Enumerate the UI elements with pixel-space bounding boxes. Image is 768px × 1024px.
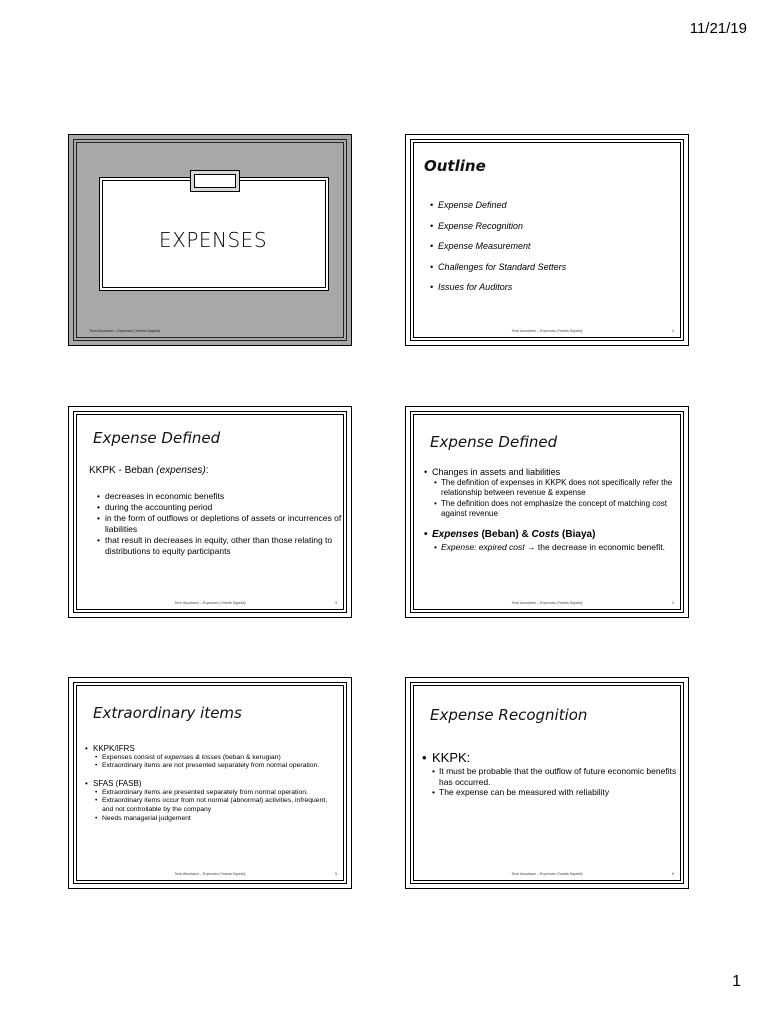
slide-number: 2 [672,329,674,333]
page-number: 1 [732,973,741,990]
slide-2-outline [405,134,689,346]
slide-title: Expense Defined [430,433,558,451]
list-item: • Extraordinary items are presented separately from normal operation. [85,789,340,798]
lead-text: KKPK - Beban (expenses): [89,465,209,476]
slide-4-expense-defined [405,406,689,618]
slide-title: EXPENSES [158,228,268,252]
slide-footer: Teori Akuntansi – Expenses (Yosefa Sayekti) [511,601,583,605]
slide-number: 3 [335,601,337,605]
slide-5-extraordinary-items [68,677,352,889]
slide-footer: Teori Akuntansi – Expenses (Yosefa Sayekti) [174,601,246,605]
list-item: • Expense Recognition [430,216,566,237]
list-item: • that result in decreases in equity, other than those relating to distributions to equity participants [97,535,342,557]
header-date: 11/21/19 [689,20,747,37]
list-item: • Extraordinary items occur from not normal (abnormal) activities, infrequent, and not controllable by the company [85,797,340,815]
slide-1-title [68,134,352,346]
list-item: • Extraordinary items are not presented separately from normal operation. [85,762,340,771]
lead-kkpk: • KKPK: [422,750,677,765]
slide-number: 4 [672,601,674,605]
list-item: • in the form of outflows or depletions of assets or incurrences of liabilities [97,513,342,535]
bullet-expenses-costs: • Expenses (Beban) & Costs (Biaya) [424,530,674,541]
list-item: • The definition does not emphasize the concept of matching cost against revenue [424,499,674,520]
slide-title: Outline [424,157,486,175]
slide-body [424,467,674,553]
slide-title: Expense Recognition [430,706,588,724]
list-item: • The expense can be measured with reliability [422,787,677,798]
slide-title: Expense Defined [93,429,221,447]
heading-kkpk-ifrs: • KKPK/IFRS [85,744,340,754]
slide-number: 5 [335,872,337,876]
slide-footer: Teori Akuntansi – Expenses (Yosefa Sayekti) [89,329,161,333]
list-item: • Expense Measurement [430,236,566,257]
slide-number: 6 [672,872,674,876]
slide-title: Extraordinary items [93,704,242,722]
list-item: • Expense Defined [430,195,566,216]
slide-footer: Teori Akuntansi – Expenses (Yosefa Sayekti) [174,872,246,876]
slide-body [85,744,340,824]
slide-footer: Teori Akuntansi – Expenses (Yosefa Sayekti) [511,329,583,333]
outline-list [430,195,566,298]
list-item: • Issues for Auditors [430,277,566,298]
list-item: • during the accounting period [97,502,342,513]
list-item: • decreases in economic benefits [97,491,342,502]
slide-3-expense-defined [68,406,352,618]
list-item: • Expense: expired cost → the decrease in economic benefit. [424,542,674,553]
slide-body [422,750,677,798]
definition-list [97,491,342,557]
slide-footer: Teori Akuntansi – Expenses (Yosefa Sayekti) [511,872,583,876]
list-item: • It must be probable that the outflow of future economic benefits has occurred. [422,766,677,787]
list-item: • Challenges for Standard Setters [430,257,566,278]
heading-sfas-fasb: • SFAS (FASB) [85,779,340,789]
list-item: • Expenses consist of expenses & losses (beban & kerugian) [85,754,340,763]
list-item: • Needs managerial judgement [85,815,340,824]
list-item: • The definition of expenses in KKPK does not specifically refer the relationship between revenue & expense [424,478,674,499]
slide-6-expense-recognition [405,677,689,889]
bullet-changes: • Changes in assets and liabilities [424,467,674,478]
